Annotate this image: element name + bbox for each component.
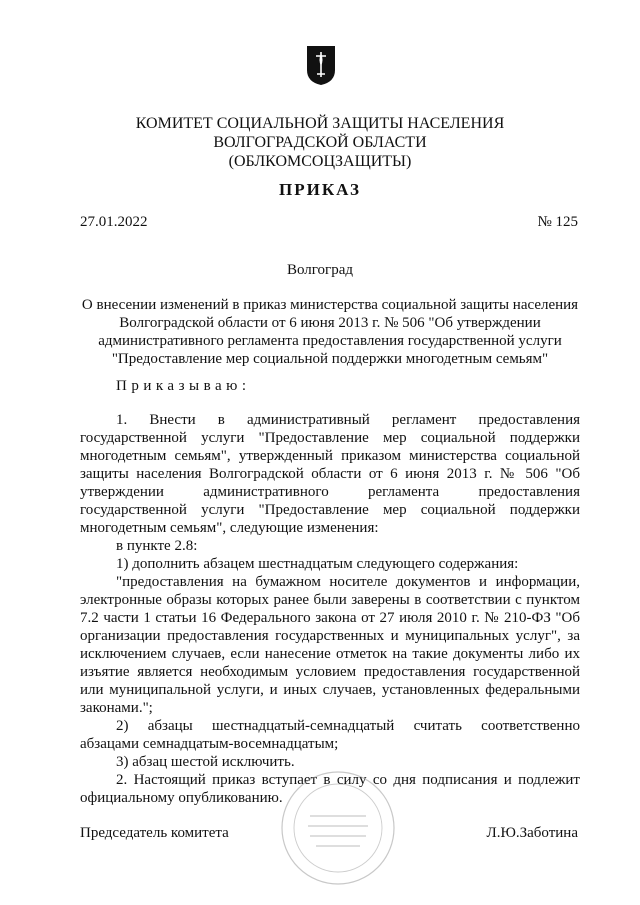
- paragraph-3: 1) дополнить абзацем шестнадцатым следующего содержания:: [116, 556, 519, 572]
- document-type-title: ПРИКАЗ: [279, 180, 361, 199]
- document-date: 27.01.2022: [80, 214, 148, 230]
- subject-line-4: "Предоставление мер социальной поддержки многодетным семьям": [111, 351, 549, 367]
- organization-name: [0, 114, 640, 171]
- paragraph-5: 2) абзацы шестнадцатый-семнадцатый считать соответственно абзацами семнадцатым-восемнадцатым;: [80, 718, 580, 752]
- subject-line-3: административного регламента предоставления государственной услуги: [98, 333, 562, 349]
- org-line-1: КОМИТЕТ СОЦИАЛЬНОЙ ЗАЩИТЫ НАСЕЛЕНИЯ: [135, 115, 505, 132]
- paragraph-6: 3) абзац шестой исключить.: [116, 754, 295, 770]
- paragraph-1: 1. Внести в административный регламент предоставления государственной услуги "Предоставление мер социальной поддержки многодетным семьям", утвержденный приказом министерства социальной защиты населения Волгоградской области от 6 июня 2013 г. № 506 "Об утверждении административного регламента предоставления государственной услуги "Предоставление мер социальной поддержки многодетным семьям", следующие изменения:: [80, 412, 580, 536]
- document-subject: [70, 296, 590, 368]
- signatory-role: Председатель комитета: [80, 825, 229, 841]
- signatory-name: Л.Ю.Заботина: [486, 825, 578, 841]
- official-seal-stamp: [278, 768, 398, 888]
- paragraph-7: 2. Настоящий приказ вступает в силу со дня подписания и подлежит официальному опубликованию.: [80, 772, 580, 806]
- org-line-2: ВОЛГОГРАДСКОЙ ОБЛАСТИ: [213, 134, 427, 151]
- document-city: Волгоград: [286, 262, 353, 278]
- coat-of-arms-icon: [305, 44, 337, 86]
- document-body: [80, 411, 580, 807]
- document-number: № 125: [537, 214, 578, 230]
- subject-line-2: Волгоградской области от 6 июня 2013 г. № 506 "Об утверждении: [119, 315, 541, 331]
- order-word: Приказываю:: [116, 378, 251, 394]
- org-line-3: (ОБЛКОМСОЦЗАЩИТЫ): [228, 153, 412, 170]
- paragraph-4: "предоставления на бумажном носителе документов и информации, электронные образы которых ранее были заверены в соответствии с пунктом 7.2 части 1 статьи 16 Федерального закона от 27 июля 2010 г. № 210-ФЗ "Об организации предоставления государственных и муниципальных услуг", за исключением случаев, если нанесение отметок на такие документы либо их изъятие является необходимым условием предоставления государственной или муниципальной услуги, и иных случаев, установленных федеральными законами.";: [80, 574, 580, 716]
- paragraph-2: в пункте 2.8:: [116, 538, 198, 554]
- subject-line-1: О внесении изменений в приказ министерства социальной защиты населения: [81, 297, 579, 313]
